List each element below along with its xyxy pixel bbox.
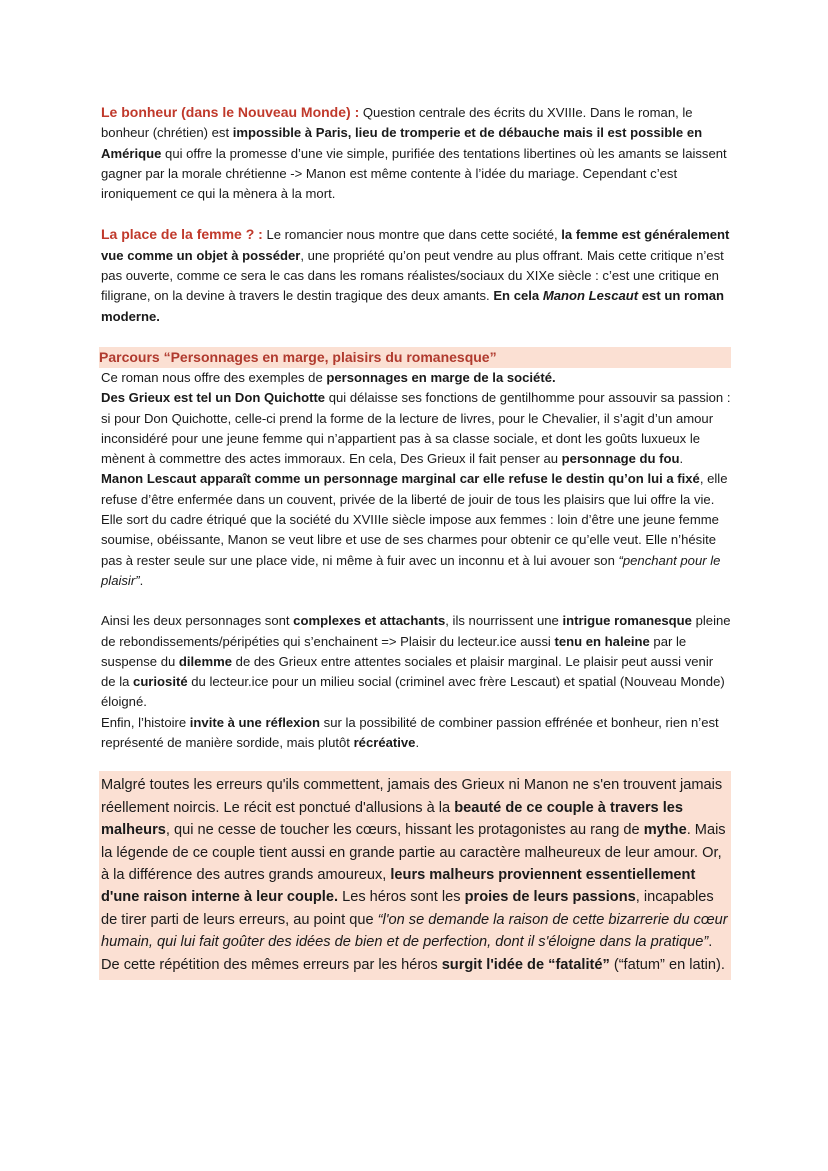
text-run: de des Grieux entre attentes sociales et plaisir marginal. Le plaisir peut aussi venir de la <box>101 653 714 690</box>
text-run: , elle refuse d’être enfermée dans un couvent, privée de la liberté de jouir de tous les plaisirs que lui offre la vie. Elle sort du cadre étriqué que la société du XVIIIe siècle impose aux femmes : loin d’être une jeune femme soumise, obéissante, Manon se veut libre et use de ses charmes pour obtenir ce qu’elle veut. Elle n’hésite pas à rester seule sur une place vide, ni même à fuir avec un inconnu et à lui avouer son <box>101 471 728 568</box>
bold-run: tenu en haleine <box>554 633 650 649</box>
bold-run: Manon Lescaut apparaît comme un personnage marginal car elle refuse le destin qu’on lui a fixé <box>101 471 700 487</box>
box-paragraph <box>101 774 729 976</box>
text-run: qui délaisse ses fonctions de gentilhomme pour assouvir sa passion : si pour Don Quichotte, celle-ci prend la forme de la lecture de livres, pour le Chevalier, il s’agit d’un amour inconsidéré pour une jeune femme qui n’appartient pas à sa classe sociale, et dont les goûts luxueux le mènent à commettre des actes immoraux. En cela, Des Grieux il fait penser au <box>101 390 731 467</box>
bold-run: impossible à Paris, lieu de tromperie et de débauche mais il est possible en Amérique <box>101 125 703 161</box>
bold-run: dilemme <box>178 653 233 669</box>
text-run: Le romancier nous montre que dans cette société, <box>262 227 562 243</box>
text-run: Question centrale des écrits du XVIIIe. Dans le roman, le bonheur (chrétien) est <box>101 105 693 141</box>
bold-run: Des Grieux est tel un Don Quichotte <box>101 390 326 406</box>
text-run: est un roman moderne. <box>101 288 724 324</box>
document-content <box>101 102 731 980</box>
bold-run: leurs malheurs proviennent essentiellement d'une raison interne à leur couple. <box>101 866 696 906</box>
bold-run: personnage du fou <box>561 451 680 467</box>
text-run: , incapables de tirer parti de leurs erreurs, au point que <box>101 889 714 928</box>
bold-run: surgit l'idée de “fatalité” <box>441 956 610 973</box>
text-run: . <box>679 451 684 467</box>
manon-paragraph <box>101 469 731 591</box>
text-run: . De cette répétition des mêmes erreurs par les héros <box>101 934 713 973</box>
text-run: Enfin, l’histoire <box>101 714 190 730</box>
enfin-paragraph <box>101 713 731 754</box>
text-run: , ils nourrissent une <box>445 613 563 629</box>
bold-run: intrigue romanesque <box>562 613 692 629</box>
bonheur-paragraph <box>101 102 731 204</box>
parcours-intro <box>101 368 731 388</box>
text-run: qui offre la promesse d’une vie simple, purifiée des tentations libertines où les amants se laissent gagner par la morale chrétienne -> Manon est même contente à l’idée du mariage. Cependant c’est ironiquement ce qui la mènera à la mort. <box>101 145 727 202</box>
text-run: Ce roman nous offre des exemples de <box>101 369 327 385</box>
bold-run: proies de leurs passions <box>464 889 636 906</box>
bold-run: complexes et attachants <box>293 613 446 629</box>
des-grieux-paragraph <box>101 388 731 469</box>
text-run: . <box>415 735 420 751</box>
italic-run: Manon Lescaut <box>542 288 639 304</box>
italic-run: “penchant pour le plaisir” <box>101 552 721 588</box>
text-run: , une propriété qu’on peut vendre au plus offrant. Mais cette critique n’est pas ouverte, comme ce sera le cas dans les romans réalistes/sociaux du XIXe siècle : c’est une critique en filigrane, on la devine à travers le destin tragique des deux amants. <box>101 247 724 304</box>
text-run: (“fatum” en latin). <box>609 956 725 973</box>
text-run: . <box>139 572 144 588</box>
text-run: Les héros sont les <box>338 889 465 906</box>
text-run: Ainsi les deux personnages sont <box>101 613 294 629</box>
bold-run: récréative <box>353 735 416 751</box>
bold-run: invite à une réflexion <box>189 714 321 730</box>
highlighted-box <box>99 771 731 980</box>
femme-paragraph <box>101 224 731 326</box>
text-run: sur la possibilité de combiner passion effrénée et bonheur, rien n’est représenté de manière sordide, mais plutôt <box>101 714 719 751</box>
bold-run: la femme est généralement vue comme un objet à posséder <box>101 227 730 263</box>
text-run: En cela <box>493 288 543 304</box>
text-run: Malgré toutes les erreurs qu'ils commettent, jamais des Grieux ni Manon ne s'en trouvent jamais réellement noircis. Le récit est ponctué d'allusions à la <box>101 777 723 816</box>
text-run: . Mais la légende de ce couple tient aussi en grande partie au caractère malheureux de leur amour. Or, à la différence des autres grands amoureux, <box>101 822 726 883</box>
text-run: du lecteur.ice pour un milieu social (criminel avec frère Lescaut) et spatial (Nouveau Monde) éloigné. <box>101 674 725 710</box>
text-run: pleine de rebondissements/péripéties qui s’enchainent => Plaisir du lecteur.ice aussi <box>101 613 731 649</box>
parcours-heading: Parcours “Personnages en marge, plaisirs du romanesque” <box>99 347 731 368</box>
text-run: , qui ne cesse de toucher les cœurs, hissant les protagonistes au rang de <box>165 822 644 839</box>
italic-run: “l'on se demande la raison de cette bizarrerie du cœur humain, qui lui fait goûter des idées de bien et de perfection, dont il s'éloigne dans la pratique” <box>101 911 728 951</box>
bonheur-title: Le bonheur (dans le Nouveau Monde) : <box>101 104 360 120</box>
bold-run: personnages en marge de la société. <box>326 369 556 385</box>
bold-run: beauté de ce couple à travers les malheurs <box>101 799 683 839</box>
text-run: par le suspense du <box>101 633 687 669</box>
femme-title: La place de la femme ? : <box>101 226 263 243</box>
bold-run: curiosité <box>133 674 188 690</box>
bold-run: mythe <box>643 822 687 839</box>
ainsi-paragraph <box>101 611 731 712</box>
